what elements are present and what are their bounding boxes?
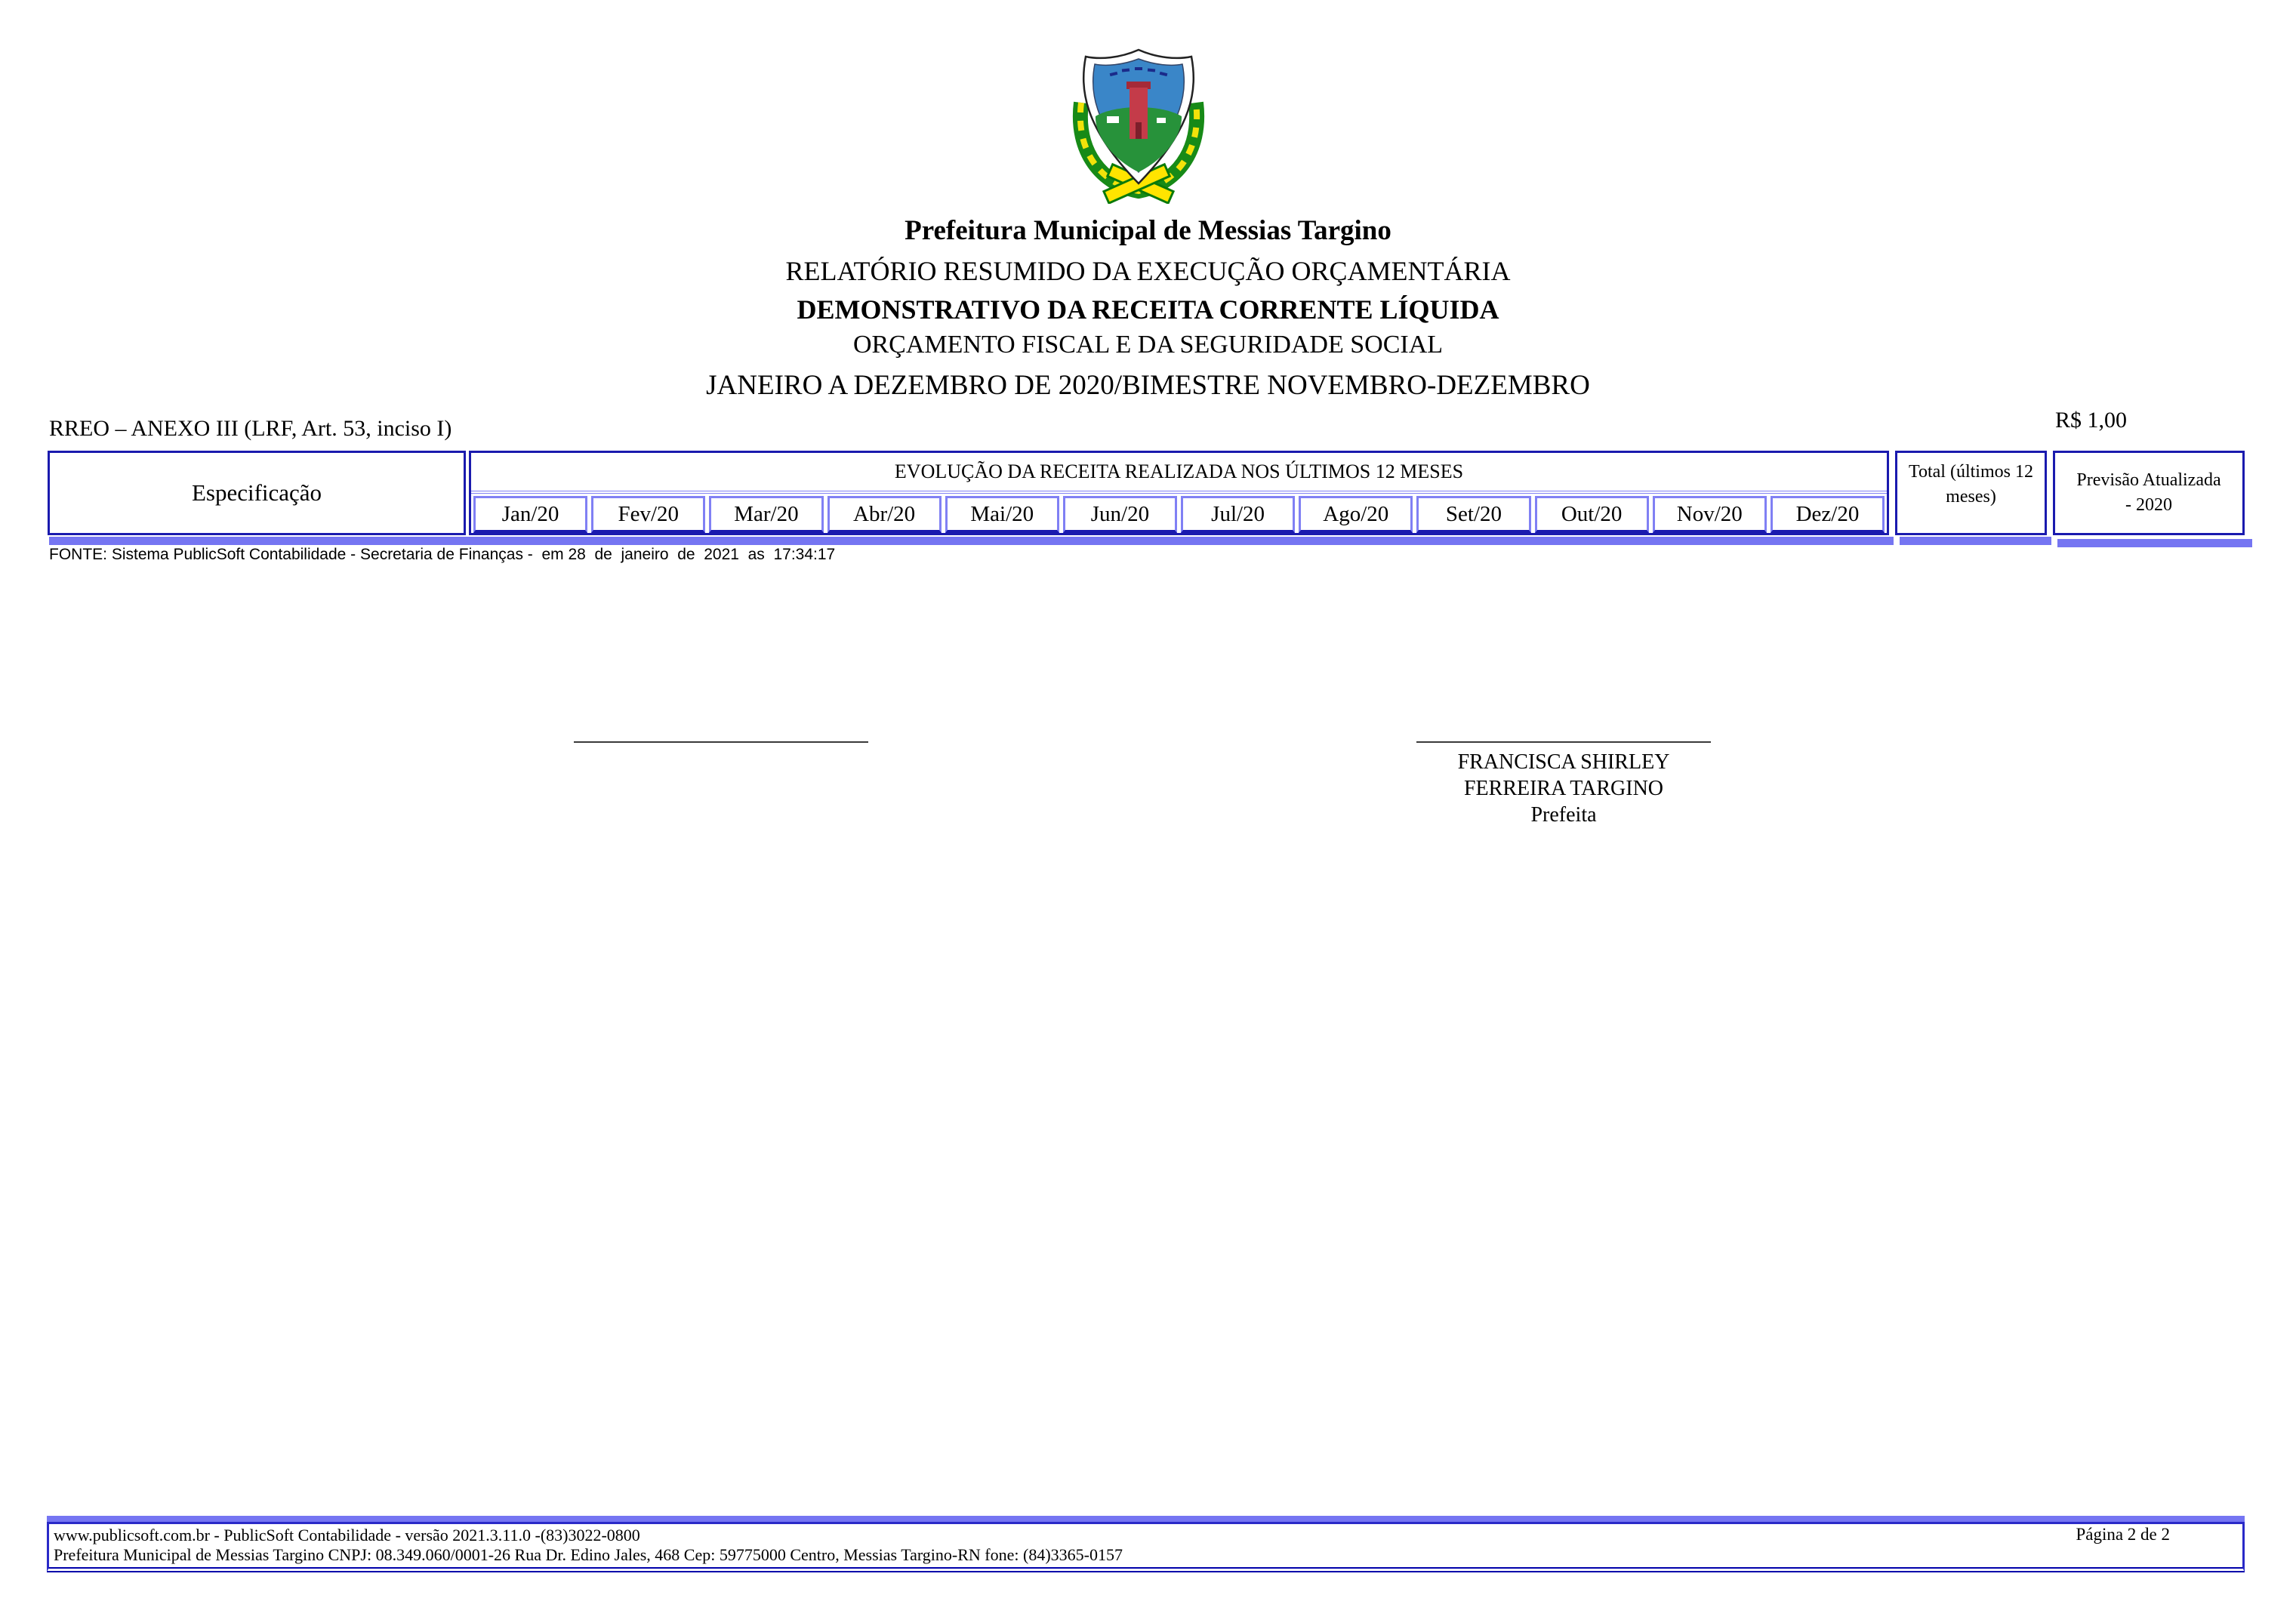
month-header-set: Set/20 [1416,496,1530,533]
table-drop-shadow [49,537,1894,545]
table-header-previsao [2053,451,2245,535]
organization-title: Prefeitura Municipal de Messias Targino [905,215,1391,246]
signer-name-line1: FRANCISCA SHIRLEY [1457,750,1670,774]
evolution-header: EVOLUÇÃO DA RECEITA REALIZADA NOS ÚLTIMOS 12 MESES [471,453,1887,494]
report-title: RELATÓRIO RESUMIDO DA EXECUÇÃO ORÇAMENTÁRIA [785,256,1511,286]
footer-box [47,1522,2245,1572]
month-header-ago: Ago/20 [1299,496,1413,533]
signer-role: Prefeita [1530,803,1597,827]
footer-entity-line: Prefeitura Municipal de Messias Targino CNPJ: 08.349.060/0001-26 Rua Dr. Edino Jales, 468 Cep: 59775000 Centro, Messias Targino-RN fone: (84)3365-0157 [54,1545,1123,1564]
table-header-evolution-group [469,451,1889,535]
signature-rule-right [1416,741,1711,743]
signature-block [1416,749,1711,828]
total-drop-shadow [1900,537,2051,545]
month-header-row [471,494,1887,533]
month-header-nov: Nov/20 [1653,496,1767,533]
crest-graphic [1063,47,1214,204]
month-header-jan: Jan/20 [473,496,587,533]
currency-unit-label: R$ 1,00 [2055,408,2128,433]
period-line: JANEIRO A DEZEMBRO DE 2020/BIMESTRE NOVEMBRO-DEZEMBRO [706,370,1590,401]
table-header-total [1895,451,2047,535]
month-header-mar: Mar/20 [709,496,823,533]
municipal-crest-icon [1063,47,1214,204]
table-header-especificacao [48,451,466,535]
especificacao-label: Especificação [191,479,322,506]
signer-name-line2: FERREIRA TARGINO [1463,777,1664,800]
previsao-label: Previsão Atualizada - 2020 [2076,470,2221,515]
month-header-mai: Mai/20 [945,496,1059,533]
annex-label: RREO – ANEXO III (LRF, Art. 53, inciso I) [49,416,452,441]
source-note: FONTE: Sistema PublicSoft Contabilidade - Secretaria de Finanças - em 28 de janeiro de 2021 as 17:34:17 [49,546,836,563]
month-header-dez: Dez/20 [1771,496,1885,533]
scope-line: ORÇAMENTO FISCAL E DA SEGURIDADE SOCIAL [852,331,1444,359]
month-header-out: Out/20 [1535,496,1649,533]
total-label: Total (últimos 12 meses) [1909,462,2033,507]
month-header-fev: Fev/20 [591,496,705,533]
signature-rule-left [574,741,868,743]
month-header-abr: Abr/20 [827,496,942,533]
footer-software-line: www.publicsoft.com.br - PublicSoft Contabilidade - versão 2021.3.11.0 -(83)3022-0800 [54,1526,640,1544]
page-number-label: Página 2 de 2 [2076,1525,2170,1544]
statement-title: DEMONSTRATIVO DA RECEITA CORRENTE LÍQUIDA [797,294,1499,325]
month-header-jul: Jul/20 [1181,496,1295,533]
previsao-drop-shadow [2057,539,2252,547]
month-header-jun: Jun/20 [1063,496,1177,533]
